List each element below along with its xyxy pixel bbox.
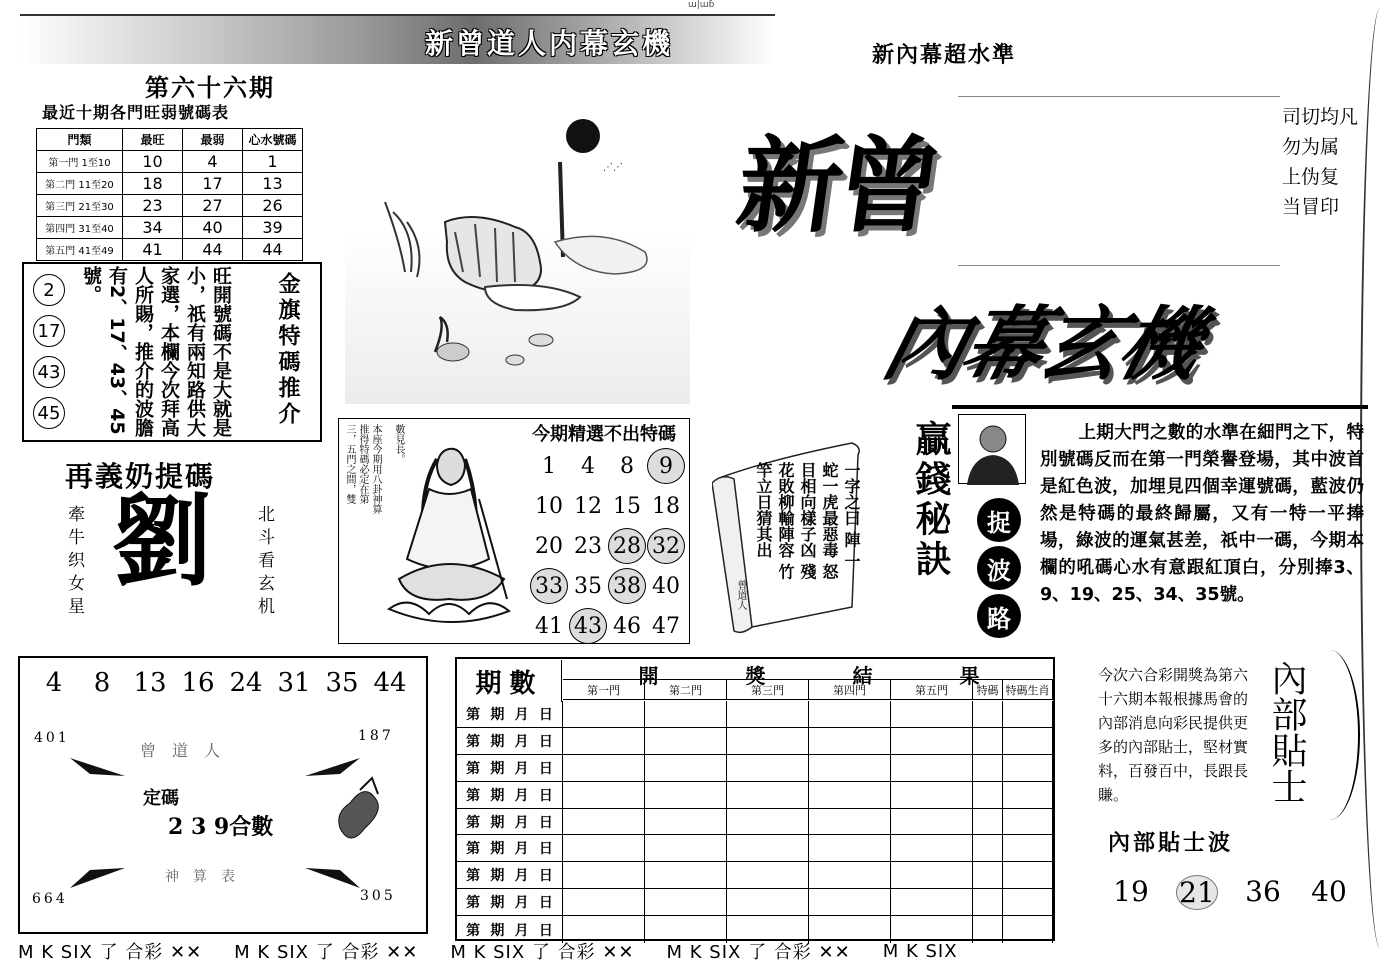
table-cell: 4 bbox=[183, 151, 243, 173]
results-cell bbox=[891, 889, 973, 915]
grid-number: 46 bbox=[613, 613, 641, 639]
liu-character: 劉 bbox=[112, 483, 212, 600]
results-cell bbox=[727, 835, 809, 861]
blank-panel bbox=[958, 96, 1280, 266]
number-ball: 17 bbox=[33, 315, 65, 347]
results-cell bbox=[727, 809, 809, 835]
period-label-part: 第 bbox=[466, 787, 481, 804]
results-cell bbox=[1003, 755, 1053, 781]
scroll-text: 一字之曰 陣 一蛇一虎最惡毒 怒目相向樣子凶 殘花敗柳輸陣容 竹竿立日猜其出 bbox=[754, 462, 861, 580]
results-header-char: 獎 bbox=[745, 664, 766, 688]
table-cell: 第三門 21至30 bbox=[37, 195, 123, 217]
results-cell bbox=[973, 782, 1003, 808]
period-label bbox=[457, 782, 563, 808]
table-cell: 44 bbox=[183, 239, 243, 261]
results-cell bbox=[645, 862, 727, 888]
col-header: 門類 bbox=[37, 129, 123, 151]
period-label-part: 期 bbox=[490, 706, 505, 723]
results-cell bbox=[727, 728, 809, 754]
results-cell bbox=[727, 701, 809, 727]
brand-title: 內幕玄機 bbox=[874, 298, 1210, 391]
inside-wave-number: 19 bbox=[1113, 875, 1149, 908]
results-header-char: 結 bbox=[852, 664, 873, 688]
period-label-part: 日 bbox=[538, 760, 553, 777]
footer-strip bbox=[18, 938, 1391, 964]
results-row bbox=[457, 755, 1053, 782]
grid-number: 12 bbox=[574, 493, 602, 519]
results-header bbox=[565, 660, 1053, 688]
results-cell bbox=[973, 862, 1003, 888]
results-cell bbox=[563, 862, 645, 888]
number-ball: 2 bbox=[33, 274, 65, 306]
tiger-drawing bbox=[345, 112, 690, 404]
col-header: 最弱 bbox=[183, 129, 243, 151]
brand-big-characters: 新曾 bbox=[730, 125, 944, 247]
period-label-part: 期 bbox=[490, 922, 505, 939]
lucky-number: 16 bbox=[181, 668, 215, 698]
results-row bbox=[457, 862, 1053, 889]
footer-logo-text: M K SIX 了 合彩 ✕✕ bbox=[450, 942, 635, 963]
table-row bbox=[37, 239, 303, 261]
results-cell bbox=[891, 755, 973, 781]
period-label-part: 月 bbox=[514, 922, 529, 939]
inside-wave-number: 40 bbox=[1311, 875, 1347, 908]
results-column-header: 第五門 bbox=[891, 680, 973, 699]
period-label-part: 日 bbox=[538, 841, 553, 858]
tips-balls bbox=[33, 274, 65, 429]
results-cell bbox=[809, 862, 891, 888]
results-cell bbox=[1003, 862, 1053, 888]
lucky-number: 44 bbox=[373, 668, 407, 698]
side-notes bbox=[1282, 102, 1358, 222]
period-label-part: 日 bbox=[538, 895, 553, 912]
period-label-part: 期 bbox=[490, 733, 505, 750]
results-rows bbox=[457, 701, 1053, 943]
table-cell: 27 bbox=[183, 195, 243, 217]
no-special-title: 今期精選不出特碼 bbox=[532, 424, 676, 445]
portrait bbox=[958, 414, 1026, 484]
corner-number-tl: 401 bbox=[34, 730, 70, 746]
period-label-part: 第 bbox=[466, 895, 481, 912]
sage-text-2: 數見長。 bbox=[393, 424, 404, 464]
results-cell bbox=[809, 755, 891, 781]
period-label-part: 第 bbox=[466, 868, 481, 885]
results-cell bbox=[645, 755, 727, 781]
results-row bbox=[457, 889, 1053, 916]
period-label-part: 日 bbox=[538, 706, 553, 723]
results-cell bbox=[973, 835, 1003, 861]
no-special-grid bbox=[530, 448, 685, 644]
col-header: 最旺 bbox=[123, 129, 183, 151]
period-label-part: 月 bbox=[514, 706, 529, 723]
period-label-part: 日 bbox=[538, 868, 553, 885]
lucky-number: 8 bbox=[93, 668, 111, 698]
hot-cold-table bbox=[36, 128, 303, 261]
inside-tip-vertical: 內部貼士 bbox=[1266, 660, 1307, 804]
period-label-part: 月 bbox=[514, 814, 529, 831]
grid-number: 18 bbox=[652, 493, 680, 519]
catch-wave-bubble: 路 bbox=[977, 594, 1021, 638]
results-cell bbox=[727, 755, 809, 781]
number-ball: 43 bbox=[33, 356, 65, 388]
side-note: 上伪复 bbox=[1282, 166, 1340, 188]
results-row bbox=[457, 835, 1053, 862]
win-secret-title: 贏錢秘訣 bbox=[910, 420, 951, 580]
grid-number: 40 bbox=[652, 573, 680, 599]
period-label-part: 期 bbox=[490, 814, 505, 831]
fixed-code-label: 定碼 bbox=[143, 788, 179, 809]
table-header-row bbox=[37, 129, 303, 151]
results-cell bbox=[809, 889, 891, 915]
divider bbox=[952, 405, 1368, 409]
table-cell: 23 bbox=[123, 195, 183, 217]
grid-number: 32 bbox=[647, 528, 685, 564]
results-cell bbox=[645, 809, 727, 835]
period-label-part: 期 bbox=[490, 787, 505, 804]
side-note: 司切均凡 bbox=[1282, 106, 1359, 128]
results-cell bbox=[973, 809, 1003, 835]
results-cell bbox=[1003, 889, 1053, 915]
results-cell bbox=[1003, 701, 1053, 727]
tips-title: 金旗特碼推介 bbox=[275, 272, 300, 428]
catch-wave-bubble: 波 bbox=[977, 546, 1021, 590]
lucky-bottom-text: 神算表 bbox=[165, 869, 249, 885]
liu-left-text: 牽牛织女星 bbox=[64, 505, 84, 620]
results-cell bbox=[809, 809, 891, 835]
col-header: 心水號碼 bbox=[243, 129, 303, 151]
results-row bbox=[457, 701, 1053, 728]
results-cell bbox=[891, 862, 973, 888]
inside-wave-numbers bbox=[1098, 875, 1362, 910]
results-cell bbox=[563, 701, 645, 727]
period-label-part: 第 bbox=[466, 922, 481, 939]
results-column-header: 第二門 bbox=[645, 680, 727, 699]
period-label-part: 日 bbox=[538, 814, 553, 831]
corner-number-tr: 187 bbox=[358, 728, 394, 744]
results-cell bbox=[727, 862, 809, 888]
table-cell: 第二門 11至20 bbox=[37, 173, 123, 195]
analysis-text: 上期大門之數的水準在細門之下，特別號碼反而在第一門榮譽登場，其中波首是紅色波，加埋見四個幸運號碼，藍波仍然是特碼的最終歸屬，又有一特一平捧場，綠波的運氣甚差，祇中一碼，今期本欄的吼碼心水有意跟紅頂白，分別捧3、9、19、25、34、35號。 bbox=[1040, 423, 1364, 605]
results-cell bbox=[809, 701, 891, 727]
results-cell bbox=[645, 701, 727, 727]
header-title: 新曾道人内幕玄機 bbox=[425, 27, 674, 60]
results-cell bbox=[563, 728, 645, 754]
results-cell bbox=[645, 835, 727, 861]
inside-wave-number: 21 bbox=[1176, 875, 1218, 910]
grid-number: 8 bbox=[620, 453, 634, 479]
table-row bbox=[37, 151, 303, 173]
fixed-code-sum: 2 3 9合數 bbox=[168, 814, 274, 840]
results-cell bbox=[973, 889, 1003, 915]
results-cell bbox=[645, 728, 727, 754]
results-cell bbox=[727, 782, 809, 808]
inside-wave-number: 36 bbox=[1245, 875, 1281, 908]
footer-logo-text: M K SIX bbox=[882, 940, 958, 962]
period-label bbox=[457, 755, 563, 781]
header-subtitle: 新內幕超水準 bbox=[872, 43, 1017, 68]
liu-right-text: 北斗看玄机 bbox=[254, 505, 274, 620]
results-cell bbox=[563, 835, 645, 861]
table-cell: 18 bbox=[123, 173, 183, 195]
table-cell: 第四門 31至40 bbox=[37, 217, 123, 239]
grid-number: 10 bbox=[535, 493, 563, 519]
grid-number: 1 bbox=[542, 453, 556, 479]
table-cell: 13 bbox=[243, 173, 303, 195]
results-cell bbox=[727, 889, 809, 915]
results-column-header: 第一門 bbox=[563, 680, 645, 699]
liu-heading: 再義奶提碼 bbox=[65, 460, 216, 493]
table-cell: 26 bbox=[243, 195, 303, 217]
period-label-part: 月 bbox=[514, 841, 529, 858]
table-cell: 44 bbox=[243, 239, 303, 261]
grid-number: 4 bbox=[581, 453, 595, 479]
table-cell: 34 bbox=[123, 217, 183, 239]
lucky-number: 24 bbox=[229, 668, 263, 698]
results-cell bbox=[891, 728, 973, 754]
lucky-numbers bbox=[30, 668, 414, 698]
results-cell bbox=[809, 835, 891, 861]
footer-logo-text: M K SIX 了 合彩 ✕✕ bbox=[18, 942, 203, 963]
period-label-part: 日 bbox=[538, 733, 553, 750]
results-cell bbox=[645, 889, 727, 915]
period-label bbox=[457, 835, 563, 861]
period-label-part: 月 bbox=[514, 868, 529, 885]
period-label-part: 第 bbox=[466, 706, 481, 723]
corner-number-bl: 664 bbox=[32, 891, 68, 907]
table-cell: 第一門 1至10 bbox=[37, 151, 123, 173]
results-header-char: 果 bbox=[959, 664, 980, 688]
catch-wave-bubbles bbox=[977, 498, 1021, 638]
side-note: 当冒印 bbox=[1282, 196, 1340, 218]
results-column-header: 第三門 bbox=[727, 680, 809, 699]
period-label-part: 月 bbox=[514, 787, 529, 804]
results-cell bbox=[891, 809, 973, 835]
results-header-char: 開 bbox=[638, 664, 659, 688]
sage-text: 本座今期用八卦神算推得特碼必定在第三，五門之間，雙 bbox=[344, 424, 381, 514]
period-header: 期數 bbox=[458, 660, 562, 702]
number-ball: 45 bbox=[33, 397, 65, 429]
page-edge-arc bbox=[1360, 8, 1391, 948]
period-label-part: 第 bbox=[466, 760, 481, 777]
tiger-illustration bbox=[345, 112, 690, 404]
results-cell bbox=[809, 728, 891, 754]
portrait-image bbox=[959, 415, 1027, 485]
table-row bbox=[37, 195, 303, 217]
issue-title: 第六十六期 bbox=[145, 74, 275, 102]
table-row bbox=[37, 217, 303, 239]
table-row bbox=[37, 173, 303, 195]
grid-number: 28 bbox=[608, 528, 646, 564]
results-cell bbox=[1003, 809, 1053, 835]
decor-arc bbox=[1300, 650, 1360, 820]
results-row bbox=[457, 782, 1053, 809]
footer-logo-text: M K SIX 了 合彩 ✕✕ bbox=[666, 942, 851, 963]
period-label-part: 月 bbox=[514, 760, 529, 777]
period-label bbox=[457, 862, 563, 888]
period-label-part: 月 bbox=[514, 733, 529, 750]
grid-number: 33 bbox=[530, 568, 568, 604]
results-cell bbox=[973, 701, 1003, 727]
results-column-headers bbox=[563, 679, 1053, 700]
inside-wave-title: 內部貼士波 bbox=[1108, 831, 1234, 856]
period-label bbox=[457, 701, 563, 727]
table-cell: 10 bbox=[123, 151, 183, 173]
period-label-part: 期 bbox=[490, 841, 505, 858]
top-mark: ɯ|ɯɓ bbox=[688, 0, 715, 10]
table-cell: 41 bbox=[123, 239, 183, 261]
grid-number: 23 bbox=[574, 533, 602, 559]
period-label-part: 期 bbox=[490, 760, 505, 777]
results-cell bbox=[973, 755, 1003, 781]
grid-number: 15 bbox=[613, 493, 641, 519]
grid-number: 35 bbox=[574, 573, 602, 599]
results-cell bbox=[891, 835, 973, 861]
table-caption: 最近十期各門旺弱號碼表 bbox=[42, 103, 230, 122]
table-cell: 第五門 41至49 bbox=[37, 239, 123, 261]
table-cell: 39 bbox=[243, 217, 303, 239]
lucky-number: 13 bbox=[133, 668, 167, 698]
results-cell bbox=[809, 782, 891, 808]
period-label bbox=[457, 889, 563, 915]
grid-number: 38 bbox=[608, 568, 646, 604]
results-cell bbox=[973, 728, 1003, 754]
catch-wave-bubble: 捉 bbox=[977, 498, 1021, 542]
results-column-header: 第四門 bbox=[809, 680, 891, 699]
results-row bbox=[457, 809, 1053, 836]
table-body bbox=[37, 151, 303, 261]
results-column-header: 特碼 bbox=[973, 680, 1003, 699]
table-cell: 40 bbox=[183, 217, 243, 239]
period-label-part: 月 bbox=[514, 895, 529, 912]
period-label-part: 日 bbox=[538, 922, 553, 939]
lucky-number: 4 bbox=[45, 668, 63, 698]
results-cell bbox=[645, 782, 727, 808]
side-note: 勿为属 bbox=[1282, 136, 1340, 158]
period-label bbox=[457, 728, 563, 754]
grid-number: 41 bbox=[535, 613, 563, 639]
corner-number-br: 305 bbox=[360, 888, 396, 904]
results-cell bbox=[1003, 782, 1053, 808]
lucky-top-text: 曾道人 bbox=[140, 741, 237, 760]
results-cell bbox=[563, 755, 645, 781]
results-cell bbox=[563, 889, 645, 915]
period-label-part: 期 bbox=[490, 868, 505, 885]
period-label bbox=[457, 809, 563, 835]
grid-number: 47 bbox=[652, 613, 680, 639]
scroll-signature: 曾道人 bbox=[735, 580, 746, 610]
results-cell bbox=[891, 701, 973, 727]
period-label-part: 第 bbox=[466, 814, 481, 831]
period-label-part: 日 bbox=[538, 787, 553, 804]
tips-text: 旺開號碼不是大就是小，祇有兩知路供大家選，本欄今次拜高人所賜，推介的波膽有2、17、43、45號。 bbox=[80, 266, 232, 437]
table-cell: 1 bbox=[243, 151, 303, 173]
svg-text:⋰⋰: ⋰⋰ bbox=[603, 162, 623, 173]
results-cell bbox=[891, 782, 973, 808]
grid-number: 43 bbox=[569, 608, 607, 644]
table-cell: 17 bbox=[183, 173, 243, 195]
results-column-header: 特碼生肖 bbox=[1003, 680, 1053, 699]
inside-tip-text: 今次六合彩開獎為第六十六期本報根據馬會的內部消息向彩民提供更多的內部貼士，堅材實料，百發百中，長跟長賺。 bbox=[1098, 666, 1249, 804]
results-cell bbox=[1003, 835, 1053, 861]
lucky-number: 31 bbox=[277, 668, 311, 698]
results-cell bbox=[1003, 728, 1053, 754]
footer-logo-text: M K SIX 了 合彩 ✕✕ bbox=[234, 942, 419, 963]
period-label-part: 第 bbox=[466, 841, 481, 858]
grid-number: 20 bbox=[535, 533, 563, 559]
results-row bbox=[457, 728, 1053, 755]
period-label-part: 期 bbox=[490, 895, 505, 912]
lucky-number: 35 bbox=[325, 668, 359, 698]
results-cell bbox=[563, 809, 645, 835]
period-label-part: 第 bbox=[466, 733, 481, 750]
results-cell bbox=[563, 782, 645, 808]
grid-number: 9 bbox=[647, 448, 685, 484]
